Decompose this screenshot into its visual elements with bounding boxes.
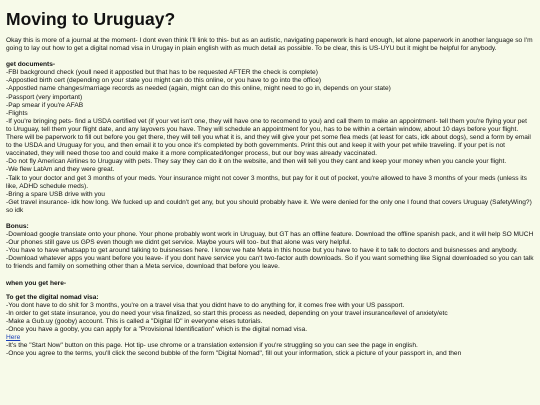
page-title: Moving to Uruguay?	[6, 9, 176, 29]
documents-line: -Flights	[6, 109, 28, 117]
visa-line: -In order to get state insurance, you do need your visa finalized, so start this process as needed, depending on your travel insurance/level of anxiety/etc	[6, 309, 448, 317]
visa-heading: To get the digital nomad visa:	[6, 293, 99, 301]
here-link[interactable]: Here	[6, 334, 21, 342]
visa-list	[6, 302, 534, 359]
documents-line: -FBI background check (youll need it appostled but that has to be requested AFTER the check is complete)	[6, 69, 318, 77]
documents-line: -Talk to your doctor and get 3 months of your meds. Your insurance might not cover 3 months, but pay for it out of pocket, you're allowed to have 3 months of your meds (unless its like, ADHD schedule meds).	[6, 174, 527, 190]
bonus-line: -You have to have whatsapp to get around talking to buisnesses here. I know we hate Meta in this house but you have to have it to talk to doctors and buisnesses and anybody.	[6, 247, 518, 255]
bonus-line: -Download whatever apps you want before you leave- if you dont have service you can't two-factor auth downloads. So if you want something like Signal downloaded so you can talk to friends and family on something other than a Meta service, download that before you leave.	[6, 255, 534, 271]
bonus-list	[6, 231, 534, 271]
visa-line: -Once you have a gooby, you can apply for a "Provisional Identification" which is the digital nomad visa.	[6, 326, 308, 333]
intro-paragraph: Okay this is more of a journal at the moment- I dont even think I'll link to this- but as an autistic, navigating paperwork is hard enough, let alone paperwork in another language so I'm going to lay out how to get a digital nomad visa in Urugay in plain english with as much detail as possible. To be clear, this is US-UYU but it might be helpful for anybody.	[6, 37, 533, 53]
documents-line: -Do not fly American Airlines to Uruguay with pets. They say they can do it on the website, and then will tell you they cant and keep your money when you cancle your flight.	[6, 158, 507, 166]
documents-list	[6, 69, 534, 215]
documents-line: -Appostled name changes/marriage records as needed (again, might can do this online, might need to go in, depends on your state)	[6, 85, 391, 93]
visa-line: -Make a Gub.uy (gooby) account. This is called a "Digital ID" in everyone elses tutorials.	[6, 317, 263, 325]
documents-heading: get documents-	[6, 61, 56, 69]
visa-line: -You dont have to do shit for 3 months, you're on a travel visa that you didnt have to do anything for, it comes free with your US passport.	[6, 301, 405, 309]
bonus-line: -Download google translate onto your phone. Your phone probably wont work in Uruguay, but GT has an offline feature. Download the offline spanish pack, and it will help SO MUCH	[6, 231, 534, 239]
visa-line: -It's the "Start Now" button on this page. Hot tip- use chrome or a translation extension if you're struggling so you can see the page in english.	[6, 342, 418, 350]
documents-line: -If you're bringing pets- find a USDA certified vet (if your vet isn't one, they will have one to recomend to you) and call them to make an appointment- tell them you're flying your pet to Uruguay, tell them your flight date, and any layovers you have. They will schedule an appointment for you, has to be within a certain window, about 10 days before your flight. There will be paperwork to fill out before you get there, they will tell you what it is, and they will give your pet some flea meds (at least for cats, idk about dogs), send a form by email to the USDA and Uruguay for you, and then email it to you once it's completed by both governments. Print this out and keep it with your pet while traveling. If your pet is not vaccinated, they will need those too and could make it a more complicated/longer process, but our boy was already vaccinated.	[6, 117, 531, 158]
bonus-heading: Bonus:	[6, 222, 29, 230]
documents-line: -Appostled birth cert (depending on your state you might can do this online, or you have to go into the office)	[6, 77, 322, 85]
documents-line: -Get travel insurance- idk how long. We fucked up and couldn't get any, but you should probably have it. We were denied for the only one I found that covers Uruguay (SafetyWing?) so idk	[6, 198, 532, 214]
bonus-line: -Our phones still gave us GPS even though we didnt get service. Maybe yours will too- but that alone was very helpful.	[6, 239, 352, 247]
arrival-heading: when you get here-	[6, 279, 67, 287]
documents-line: -Bring a spare USB drive with you	[6, 190, 105, 198]
documents-line: -We flew LatAm and they were great.	[6, 166, 115, 174]
documents-line: -Passport (very important)	[6, 93, 83, 101]
documents-line: -Pap smear if you're AFAB	[6, 101, 84, 109]
visa-line: -Once you agree to the terms, you'll click the second bubble of the form "Digital Nomad", fill out your information, stick a picture of your passport in, and then	[6, 350, 462, 358]
